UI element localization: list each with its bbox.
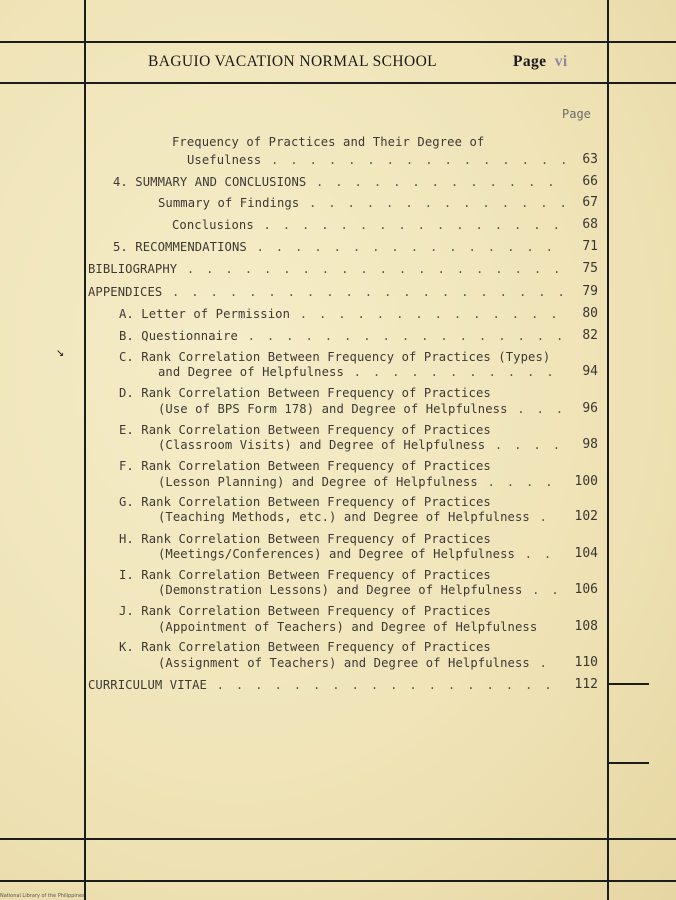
toc-page-number: 94 bbox=[582, 364, 598, 379]
left-margin-rule bbox=[84, 0, 86, 900]
toc-entry bbox=[158, 656, 549, 670]
toc-entry-title: Frequency of Practices and Their Degree of bbox=[172, 135, 485, 149]
leader-dots: . . . . . . . . . . . . . . . . bbox=[253, 218, 563, 232]
toc-entry bbox=[158, 583, 561, 597]
margin-tick-1 bbox=[609, 683, 649, 685]
toc-entry bbox=[119, 307, 560, 321]
leader-dots: . . bbox=[515, 547, 554, 561]
toc-entry-title: G. Rank Correlation Between Frequency of Practices bbox=[119, 495, 491, 509]
toc-page-number: 63 bbox=[582, 152, 598, 167]
toc-entry bbox=[158, 475, 555, 489]
toc-entry-title: (Assignment of Teachers) and Degree of Helpfulness bbox=[158, 656, 530, 670]
leader-dots: . bbox=[529, 510, 550, 524]
leader-dots: . . . . . . . . . . . . . bbox=[306, 175, 557, 189]
school-name: BAGUIO VACATION NORMAL SCHOOL bbox=[148, 53, 438, 70]
toc-entry bbox=[88, 285, 567, 299]
toc-entry bbox=[172, 135, 484, 149]
toc-page-number: 67 bbox=[582, 195, 598, 210]
toc-entry-title: Usefulness bbox=[187, 153, 262, 167]
toc-page-number: 75 bbox=[582, 261, 598, 276]
right-margin-rule bbox=[607, 0, 609, 900]
toc-entry-title: and Degree of Helpfulness bbox=[158, 365, 344, 379]
toc-entry bbox=[119, 640, 491, 654]
toc-entry-title: K. Rank Correlation Between Frequency of Practices bbox=[119, 640, 491, 654]
toc-page-number: 110 bbox=[574, 655, 598, 670]
toc-entry-title: (Demonstration Lessons) and Degree of Helpfulness bbox=[158, 583, 523, 597]
toc-entry-title: C. Rank Correlation Between Frequency of Practices (Types) bbox=[119, 350, 551, 364]
toc-entry bbox=[158, 402, 565, 416]
toc-page-number: 80 bbox=[582, 306, 598, 321]
page-label-text: Page bbox=[513, 53, 547, 70]
toc-entry bbox=[172, 218, 562, 232]
toc-entry bbox=[113, 175, 557, 189]
toc-page-number: 112 bbox=[574, 677, 598, 692]
toc-entry bbox=[158, 547, 554, 561]
toc-entry bbox=[119, 423, 491, 437]
toc-entry bbox=[119, 495, 491, 509]
toc-entry bbox=[119, 386, 491, 400]
toc-entry bbox=[119, 329, 566, 343]
toc-entry-title: D. Rank Correlation Between Frequency of Practices bbox=[119, 386, 491, 400]
toc-entry bbox=[187, 153, 570, 167]
toc-entry-title: E. Rank Correlation Between Frequency of Practices bbox=[119, 423, 491, 437]
toc-entry-title: (Teaching Methods, etc.) and Degree of Helpfulness bbox=[158, 510, 530, 524]
toc-entry bbox=[119, 532, 491, 546]
leader-dots: . . . . bbox=[477, 475, 555, 489]
toc-entry-title: BIBLIOGRAPHY bbox=[88, 262, 178, 276]
toc-entry-title: J. Rank Correlation Between Frequency of Practices bbox=[119, 604, 491, 618]
margin-tick-2 bbox=[609, 762, 649, 764]
toc-entry bbox=[113, 240, 555, 254]
toc-entry bbox=[158, 510, 549, 524]
toc-page-number: 106 bbox=[574, 582, 598, 597]
footer-credit: National Library of the Philippines bbox=[0, 893, 85, 899]
toc-entry-title: (Meetings/Conferences) and Degree of Helpfulness bbox=[158, 547, 515, 561]
margin-mark: ↘ bbox=[56, 344, 65, 360]
toc-page-number: 100 bbox=[574, 474, 598, 489]
toc-entry-title: CURRICULUM VITAE bbox=[88, 678, 207, 692]
toc-entry bbox=[119, 568, 491, 582]
toc-entry bbox=[158, 620, 537, 634]
toc-entry bbox=[158, 196, 569, 210]
toc-page-number: 108 bbox=[574, 619, 598, 634]
toc-entry bbox=[158, 365, 556, 379]
toc-entry bbox=[119, 459, 491, 473]
leader-dots: . . . . . . . . . . . . . . . . . . . . . bbox=[162, 285, 568, 299]
leader-dots: . . bbox=[522, 583, 561, 597]
toc-entry-title: F. Rank Correlation Between Frequency of Practices bbox=[119, 459, 491, 473]
toc-entry-title: (Appointment of Teachers) and Degree of Helpfulness bbox=[158, 620, 538, 634]
leader-dots: . . . . . . . . . . . . . . bbox=[290, 307, 560, 321]
leader-dots: . . . . . . . . . . . . . . . . bbox=[246, 240, 556, 254]
toc-page-number: 82 bbox=[582, 328, 598, 343]
toc-entry-title: APPENDICES bbox=[88, 285, 163, 299]
toc-entry-title: I. Rank Correlation Between Frequency of Practices bbox=[119, 568, 491, 582]
toc-entry-title: A. Letter of Permission bbox=[119, 307, 291, 321]
leader-dots: . . . . . . . . . . . . . . . . bbox=[261, 153, 570, 167]
top-rule-1 bbox=[0, 41, 676, 43]
toc-entry-title: (Lesson Planning) and Degree of Helpfulness bbox=[158, 475, 478, 489]
toc-page-number: 79 bbox=[582, 284, 598, 299]
toc-entry bbox=[119, 604, 491, 618]
toc-entry-title: B. Questionnaire bbox=[119, 329, 238, 343]
toc-page-number: 96 bbox=[582, 401, 598, 416]
toc-entry bbox=[88, 262, 563, 276]
toc-entry-title: Summary of Findings bbox=[158, 196, 300, 210]
toc-entry-title: 4. SUMMARY AND CONCLUSIONS bbox=[113, 175, 307, 189]
toc-entry-title: (Use of BPS Form 178) and Degree of Helpfulness bbox=[158, 402, 508, 416]
toc-entry-title: Conclusions bbox=[172, 218, 254, 232]
toc-page-number: 66 bbox=[582, 174, 598, 189]
leader-dots: . bbox=[529, 656, 550, 670]
page-column-label: Page bbox=[562, 107, 591, 121]
leader-dots: . . . . . . . . . . . bbox=[343, 365, 556, 379]
top-rule-2 bbox=[0, 82, 676, 84]
toc-page-number: 68 bbox=[582, 217, 598, 232]
toc-page-number: 71 bbox=[582, 239, 598, 254]
toc-entry bbox=[119, 350, 550, 364]
toc-page-number: 104 bbox=[574, 546, 598, 561]
toc-entry-title: (Classroom Visits) and Degree of Helpfulness bbox=[158, 438, 486, 452]
leader-dots: . . . . . . . . . . . . . . bbox=[299, 196, 570, 210]
leader-dots: . . . . . . . . . . . . . . . . . . . . bbox=[177, 262, 563, 276]
leader-dots: . . . . bbox=[485, 438, 563, 452]
bottom-rule-2 bbox=[0, 880, 676, 882]
toc-page-number: 98 bbox=[582, 437, 598, 452]
toc-entry bbox=[88, 678, 554, 692]
page-roman-number: vi bbox=[554, 53, 568, 70]
toc-entry-title: 5. RECOMMENDATIONS bbox=[113, 240, 247, 254]
toc-entry-title: H. Rank Correlation Between Frequency of Practices bbox=[119, 532, 491, 546]
bottom-rule-1 bbox=[0, 838, 676, 840]
toc-page-number: 102 bbox=[574, 509, 598, 524]
leader-dots: . . . . . . . . . . . . . . . . . bbox=[238, 329, 566, 343]
leader-dots: . . . . . . . . . . . . . . . . . . bbox=[207, 678, 554, 692]
toc-entry bbox=[158, 438, 562, 452]
page-label bbox=[513, 53, 568, 71]
leader-dots: . . . bbox=[507, 402, 566, 416]
